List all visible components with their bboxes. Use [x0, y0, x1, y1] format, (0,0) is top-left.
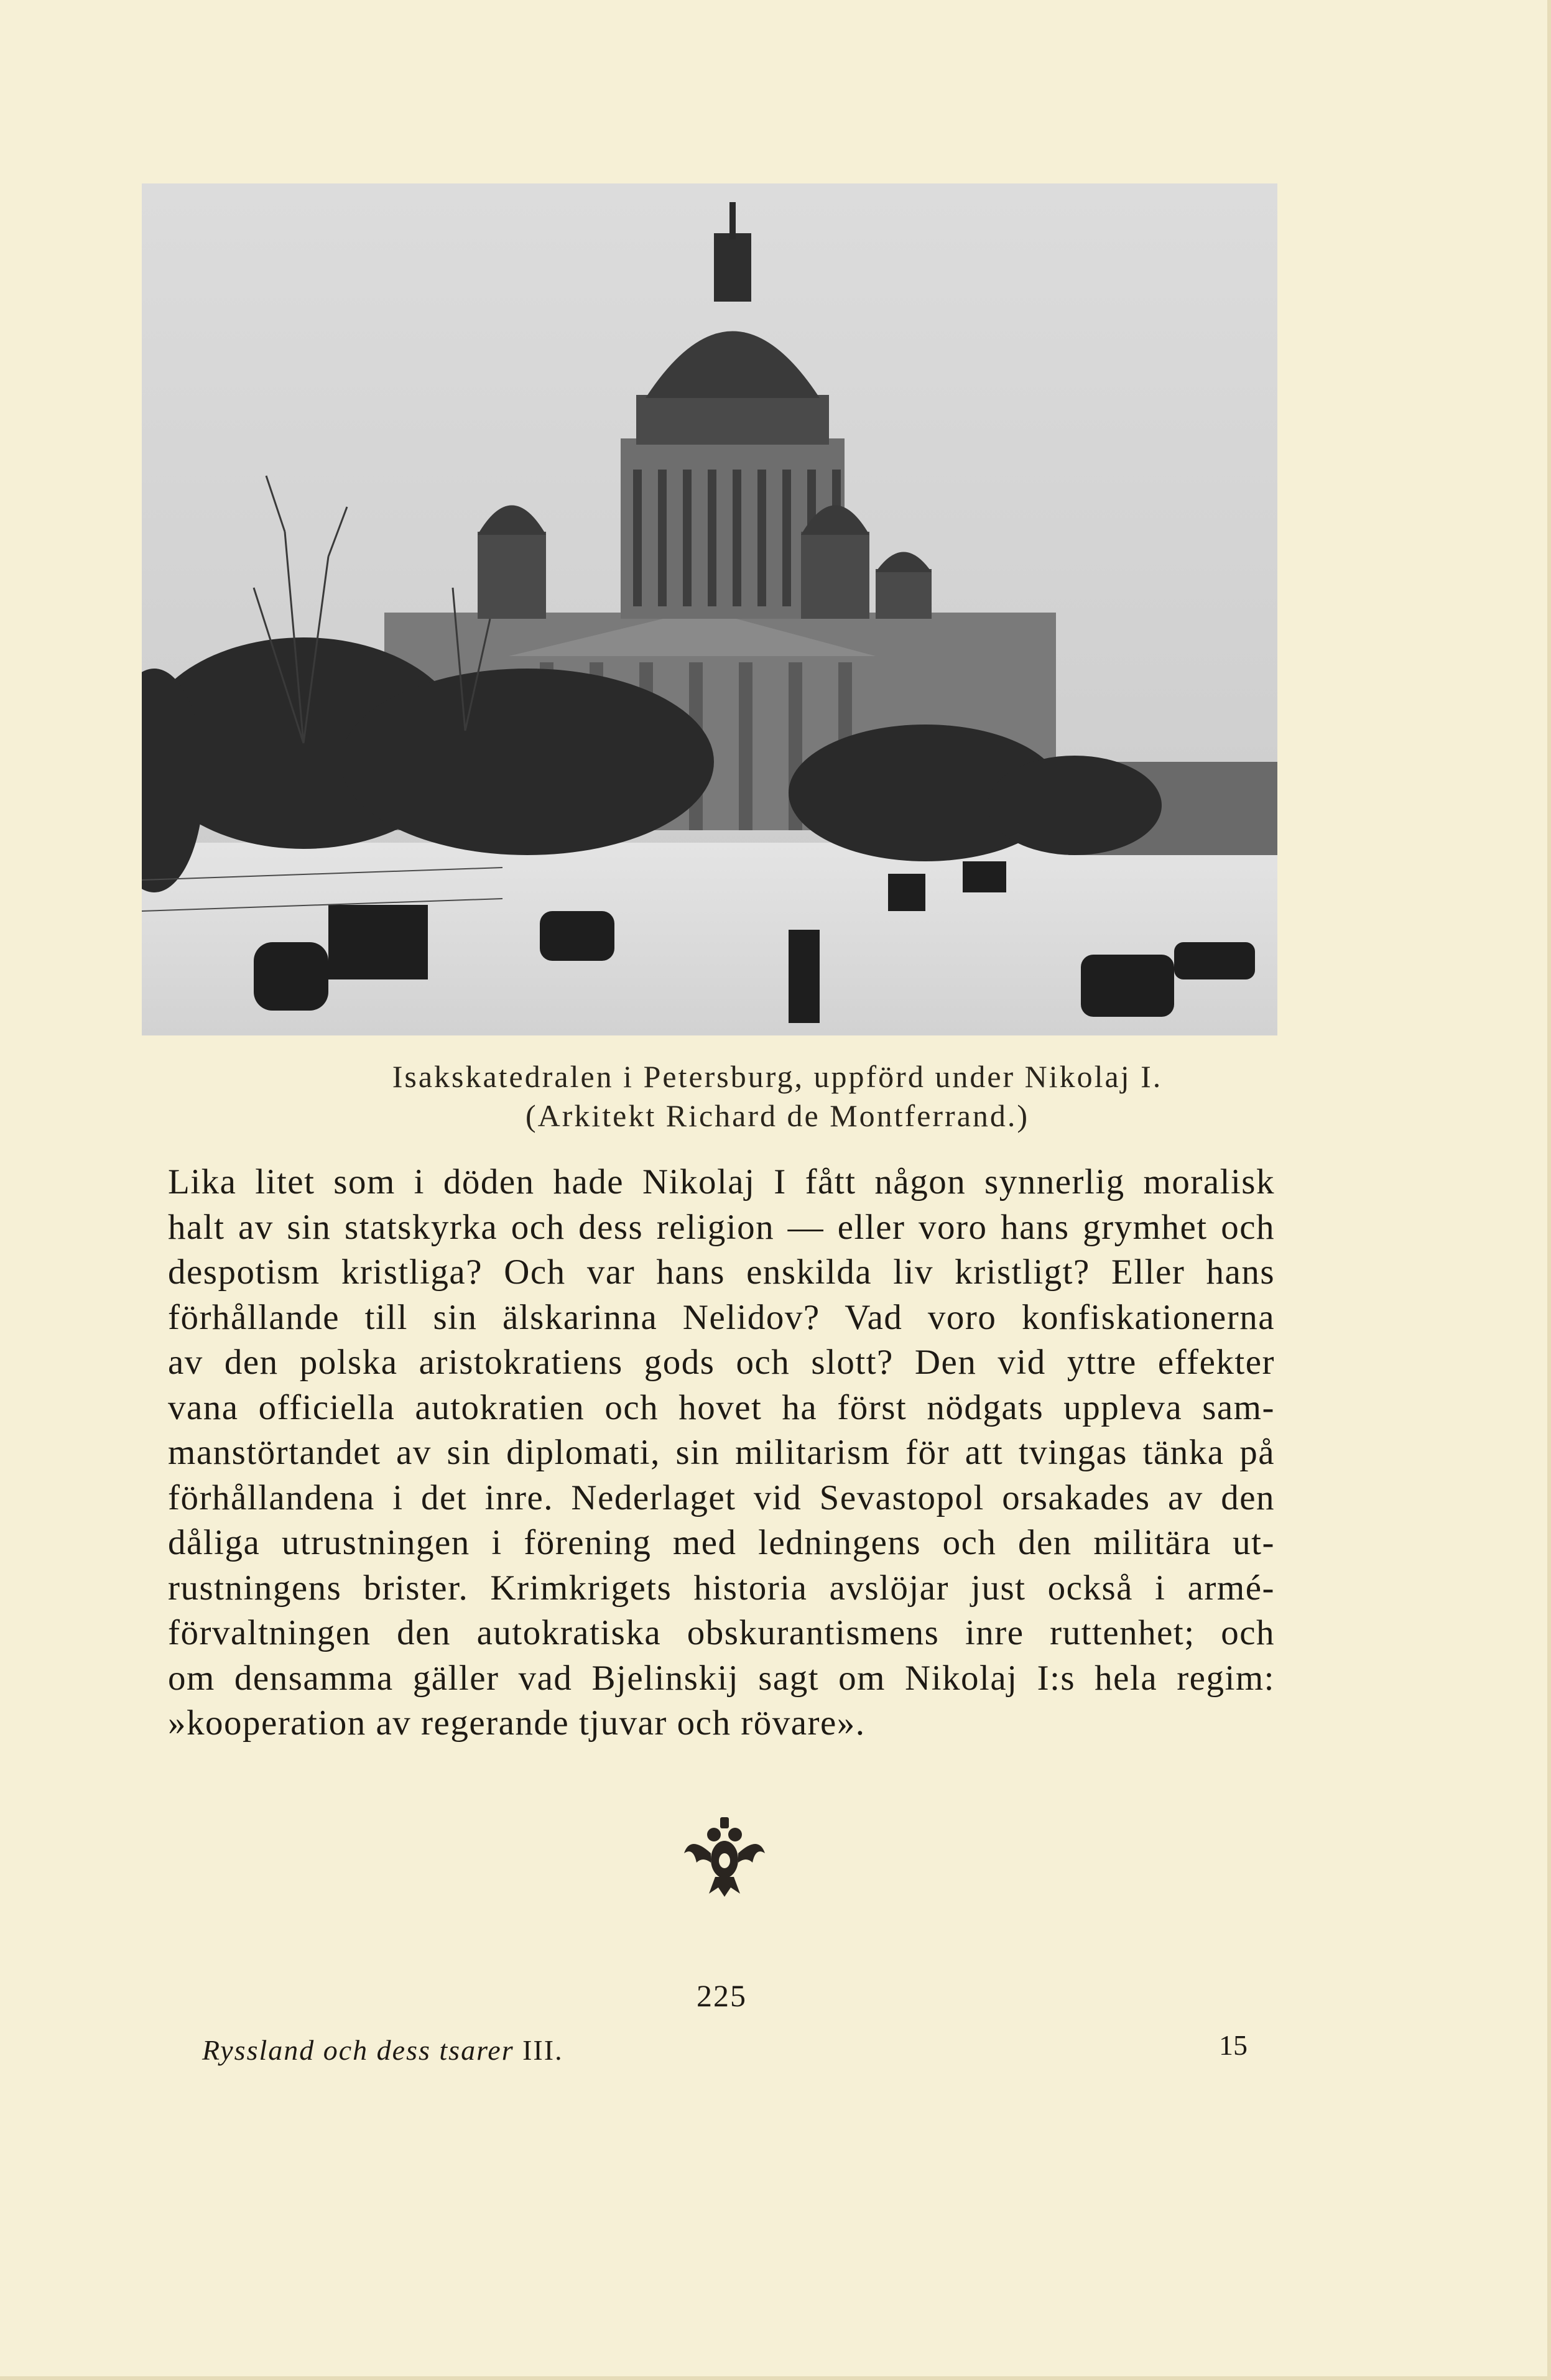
body-line: om densamma gäller vad Bjelinskij sagt om Nikolaj I:s hela regim:: [168, 1658, 1275, 1698]
body-line: rustningens brister. Krimkrigets historia avslöjar just också i armé-: [168, 1568, 1275, 1608]
body-line: »kooperation av regerande tjuvar och rövare».: [168, 1703, 866, 1743]
printer-signature: 15: [1219, 2029, 1248, 2061]
body-line: halt av sin statskyrka och dess religion — eller voro hans grymhet och: [168, 1207, 1275, 1247]
double-headed-eagle-icon: [678, 1810, 771, 1903]
body-line: förhållande till sin älskarinna Nelidov? Vad voro konfiskationerna: [168, 1297, 1275, 1337]
body-line: dåliga utrustningen i förening med ledningens och den militära ut-: [168, 1523, 1275, 1562]
body-line: despotism kristliga? Och var hans enskilda liv kristligt? Eller hans: [168, 1253, 1275, 1292]
page-number: 225: [697, 1978, 747, 2013]
body-line: Lika litet som i döden hade Nikolaj I fått någon synnerlig moralisk: [168, 1162, 1275, 1202]
body-line: manstörtandet av sin diplomati, sin militarism för att tvingas tänka på: [168, 1433, 1275, 1472]
cathedral-photo: [142, 183, 1277, 1035]
footer-title-text: Ryssland och dess tsarer: [202, 2034, 514, 2066]
footer-book-title: [202, 2034, 563, 2067]
body-paragraph: [168, 1160, 1275, 1746]
body-line: förhållandena i det inre. Nederlaget vid Sevastopol orsakades av den: [168, 1478, 1275, 1517]
photo-caption-line-2: (Arkitekt Richard de Montferrand.): [525, 1098, 1030, 1133]
photo-caption-line-1: Isakskatedralen i Petersburg, uppförd under Nikolaj I.: [392, 1059, 1163, 1094]
body-line: förvaltningen den autokratiska obskurantismens inre ruttenhet; och: [168, 1613, 1275, 1652]
footer-volume: III.: [522, 2034, 563, 2066]
body-line: vana officiella autokratien och hovet ha först nödgats uppleva sam-: [168, 1387, 1275, 1427]
body-line: av den polska aristokratiens gods och slott? Den vid yttre effekter: [168, 1343, 1275, 1382]
